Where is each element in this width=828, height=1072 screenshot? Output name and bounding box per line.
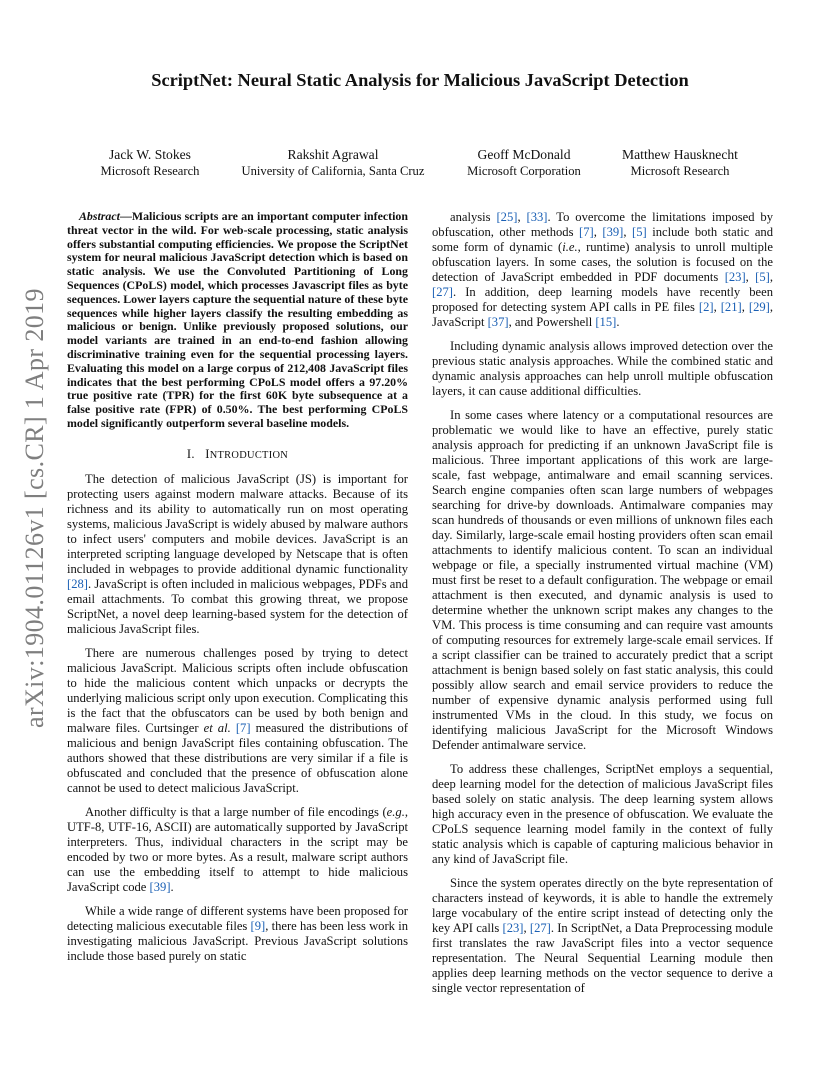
- body-text: .: [170, 879, 174, 894]
- body-paragraph: [432, 762, 773, 867]
- citation-link[interactable]: [37]: [487, 315, 509, 329]
- author-affiliation: Microsoft Research: [630, 164, 730, 178]
- body-text: The detection of malicious JavaScript (JS) is important for protecting users against modern malware attacks. Because of its richness and its ability to automatically run on most operating systems, malicious JavaScript is widely abused by malware authors to infect users' computers and mobile devices. JavaScript is an interpreted scripting language developed by Netscape that is often included in webpages to provide additional dynamic functionality: [67, 471, 408, 576]
- citation-link[interactable]: [9]: [250, 918, 266, 933]
- body-text: Including dynamic analysis allows improved detection over the previous static analysis approaches. While the combined static and dynamic analysis approaches can help unroll multiple obfuscation layers, it can cause additional difficulties.: [432, 339, 773, 398]
- body-paragraph: [67, 904, 408, 964]
- body-text: While a wide range of different systems have been proposed for detecting malicious executable files: [67, 903, 408, 933]
- citation-link[interactable]: [15]: [595, 315, 617, 329]
- body-text: . In ScriptNet, a Data Preprocessing module first translates the raw JavaScript files into a vector sequence representation. The Neural Sequential Learning module then applies deep learning methods on the vector sequence to derive a single vector representation of: [432, 921, 774, 995]
- author-name: Rakshit Agrawal: [287, 147, 379, 162]
- body-text: . JavaScript is often included in malicious webpages, PDFs and email attachments. To combat this growing threat, we propose ScriptNet, a novel deep learning-based system for the detection of malicious JavaScript files.: [67, 576, 408, 636]
- author-affiliation: Microsoft Corporation: [467, 164, 581, 178]
- body-text: ,: [517, 210, 527, 224]
- citation-link[interactable]: [5]: [632, 225, 647, 239]
- abstract-text: —Malicious scripts are an important computer infection threat vector in the wild. For web-scale processing, static analysis offers substantial computing efficiencies. We propose the ScriptNet system for neural malicious JavaScript detection which is based on static analysis. We use the Convoluted Partitioning of Long Sequences (CPoLS) model, which processes Javascript files as byte sequences. Lower layers capture the sequential nature of these byte sequences while higher layers classify the resulting embedding as malicious or benign. Unlike previously proposed solutions, our model variants are trained in an end-to-end fashion allowing discriminative training even for the sequential processing layers. Evaluating this model on a large corpus of 212,408 JavaScript files indicates that the best performing CPoLS model offers a 97.20% true positive rate (TPR) for the first 60K byte subsequence at a false positive rate (FPR) of 0.50%. The best performing CPoLS model significantly outperform several baseline models.: [67, 209, 408, 430]
- citation-link[interactable]: [23]: [724, 270, 746, 284]
- citation-link[interactable]: [28]: [67, 576, 88, 591]
- author-name: Matthew Hausknecht: [622, 147, 738, 162]
- citation-link[interactable]: [2]: [698, 300, 714, 314]
- body-text: . To overcome the limitations imposed by obfuscation, other methods: [432, 210, 774, 239]
- italic-text: e.g.: [386, 804, 405, 819]
- body-text: Since the system operates directly on the byte representation of characters instead of keywords, it is able to handle the extremely large vocabulary of the entire script instead of detecting only the key API calls: [432, 876, 773, 935]
- section-title-initial: I: [205, 446, 210, 461]
- body-paragraph: [432, 408, 773, 753]
- abstract-lead: Abstract: [79, 209, 120, 223]
- body-text: ,: [713, 300, 721, 314]
- citation-link[interactable]: [29]: [748, 300, 770, 314]
- section-heading: [67, 447, 408, 463]
- citation-link[interactable]: [23]: [502, 921, 524, 935]
- right-column: [432, 210, 773, 1005]
- arxiv-stamp: arXiv:1904.01126v1 [cs.CR] 1 Apr 2019: [20, 288, 49, 728]
- body-paragraph: [432, 210, 773, 330]
- author-block: [230, 146, 436, 180]
- citation-link[interactable]: [21]: [720, 300, 742, 314]
- author-block: [90, 146, 210, 180]
- right-body: [432, 210, 773, 996]
- body-text: , runtime) analysis to unroll multiple obfuscation layers. In some cases, the solution is focused on the detection of JavaScript embedded in PDF documents: [432, 240, 773, 284]
- body-text: , there has been less work in investigating malicious JavaScript. Previous JavaScript solutions include those based purely on static: [67, 918, 408, 963]
- author-block: [610, 146, 750, 180]
- body-text: ,: [523, 921, 530, 935]
- citation-link[interactable]: [5]: [755, 270, 770, 284]
- citation-link[interactable]: [25]: [496, 210, 518, 224]
- section-title-rest: NTRODUCTION: [209, 449, 289, 461]
- body-paragraph: [432, 339, 773, 399]
- author-block: [456, 146, 592, 180]
- citation-link[interactable]: [39]: [149, 879, 171, 894]
- body-paragraph: [67, 646, 408, 796]
- italic-text: et al.: [203, 720, 231, 735]
- author-affiliation: Microsoft Research: [100, 164, 200, 178]
- body-text: Another difficulty is that a large number of file encodings (: [85, 804, 387, 819]
- left-column: [67, 210, 408, 973]
- paper-title: ScriptNet: Neural Static Analysis for Malicious JavaScript Detection: [151, 70, 689, 90]
- body-paragraph: [432, 876, 773, 996]
- body-text: analysis: [450, 210, 497, 224]
- citation-link[interactable]: [27]: [432, 285, 453, 299]
- body-text: ,: [745, 270, 756, 284]
- body-paragraph: [67, 472, 408, 637]
- author-affiliation: University of California, Santa Cruz: [241, 164, 425, 178]
- body-paragraph: [67, 805, 408, 895]
- body-text: , UTF-8, UTF-16, ASCII) are automatically supported by JavaScript interpreters. Thus, individual characters in the script may be encoded by two or more bytes. As a result, malware script authors can use the embedding itself to attempt to hide malicious JavaScript code: [67, 804, 408, 894]
- body-text: . In addition, deep learning models have recently been proposed for detecting system API calls in PE files: [432, 285, 773, 314]
- left-body: [67, 472, 408, 964]
- body-text: ,: [769, 270, 773, 284]
- italic-text: i.e.: [562, 240, 578, 254]
- body-text: ,: [741, 300, 749, 314]
- abstract: [67, 210, 408, 431]
- body-text: include both static and some form of dynamic (: [432, 225, 774, 254]
- citation-link[interactable]: [33]: [526, 210, 548, 224]
- author-name: Geoff McDonald: [477, 147, 571, 162]
- citation-link[interactable]: [39]: [602, 225, 624, 239]
- body-text: , and Powershell: [508, 315, 596, 329]
- body-text: .: [616, 315, 620, 329]
- citation-link[interactable]: [7]: [579, 225, 594, 239]
- citation-link[interactable]: [27]: [529, 921, 551, 935]
- body-text: In some cases where latency or a computational resources are problematic we would like to have an effective, purely static analysis approach for predicting if an unknown JavaScript file is malicious. Three important applications of this work are large-scale, fast webpage, antimalware and email scanning services. Search engine companies often scan large numbers of webpages searching for drive-by downloads. Antimalware companies may scan hundreds of thousands or even millions of unknown files each day. Similarly, large-scale email hosting providers often scan email attachments to identify malicious content. To scan an individual webpage or file, a specially instrumented virtual machine (VM) must first be reset to a default configuration. The webpage or email attachment is then executed, and dynamic analysis is used to determine whether the unknown script makes any changes to the VM. This process is time consuming and can require vast amounts of computing resources for extremely large-scale email services. If a script classifier can be trained to accurately predict that a script attachment is benign based solely on fast static analysis, this could possibly allow search and email service providers to reduce the number of expensive dynamic analysis performed using full instrumented VMs in the cloud. In this study, we focus on identifying malicious JavaScript for the Microsoft Windows Defender antimalware service.: [432, 408, 773, 752]
- body-text: measured the distributions of malicious and benign JavaScript files containing obfuscation. The authors showed that these distributions are very similar if a file is obfuscated and concluded that the presence of obfuscation alone cannot be used to detect malicious JavaScript.: [67, 720, 408, 795]
- body-text: ,: [623, 225, 633, 239]
- body-text: ,: [593, 225, 603, 239]
- section-number: I.: [186, 446, 195, 461]
- citation-link[interactable]: [7]: [235, 720, 251, 735]
- body-text: There are numerous challenges posed by trying to detect malicious JavaScript. Malicious scripts often include obfuscation to hide the malicious content which unpacks or decrypts the underlying malicious script only upon execution. Complicating this is the fact that the obfuscators can be used by both benign and malware files. Curtsinger: [67, 645, 408, 735]
- body-text: To address these challenges, ScriptNet employs a sequential, deep learning model for the detection of malicious JavaScript files based solely on static analysis. The deep learning system allows high accuracy even in the presence of obfuscation. We evaluate the CPoLS sequence learning model family in the context of fully static analysis which is capable of capturing malicious behavior in any kind of JavaScript file.: [432, 762, 773, 866]
- body-text: , JavaScript: [432, 300, 774, 329]
- author-name: Jack W. Stokes: [109, 147, 191, 162]
